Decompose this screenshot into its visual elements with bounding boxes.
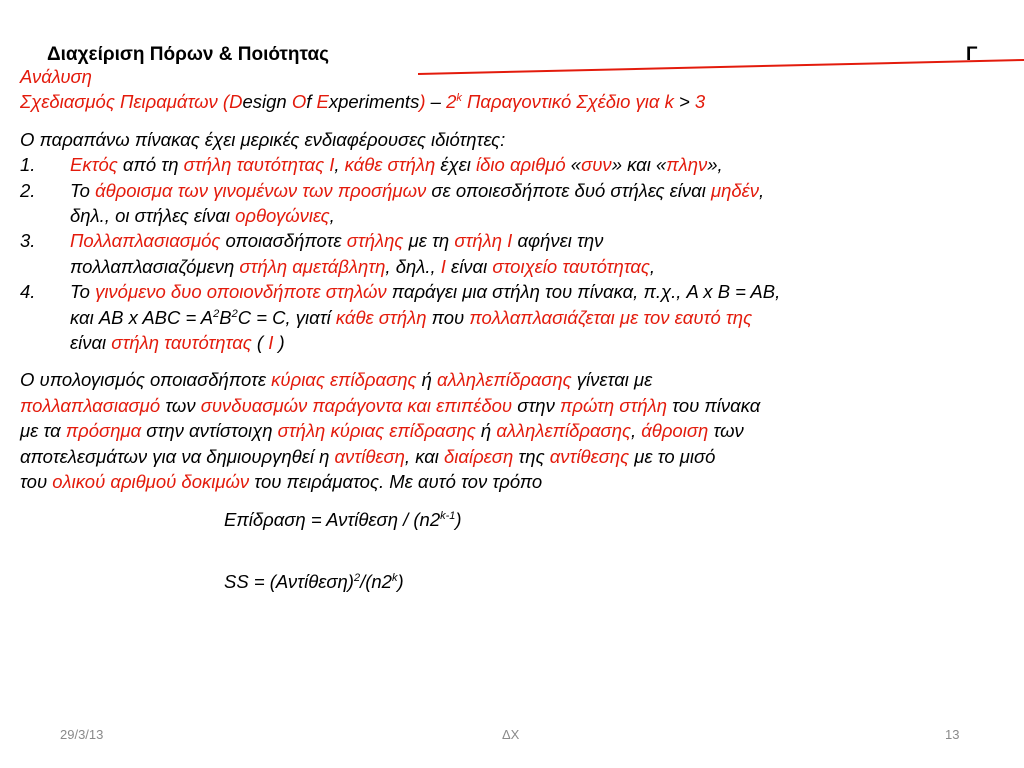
- text-run: ορθογώνιες: [235, 205, 330, 227]
- text-run: με τη: [403, 230, 455, 252]
- text-run: οποιασδήποτε: [220, 230, 347, 252]
- text-run: κάθε στήλη: [335, 306, 427, 328]
- list-item-line: [70, 279, 1010, 304]
- paragraph-line: [20, 367, 1010, 392]
- slide-body: [20, 64, 1010, 594]
- text-run: πολλαπλασιάζεται με τον εαυτό της: [469, 306, 753, 328]
- text-run: πολλαπλασιαζόμενη: [70, 255, 240, 277]
- text-run: είναι: [445, 255, 493, 277]
- heading-run: k: [456, 92, 462, 105]
- list-item-line: [70, 152, 1010, 177]
- text-run: της: [513, 445, 550, 467]
- text-run: Επίδραση = Αντίθεση / (n2: [224, 508, 441, 530]
- text-run: ): [397, 570, 404, 592]
- heading-run: xperiments: [328, 91, 420, 113]
- list-item-number: 1.: [20, 154, 36, 176]
- list-item: [20, 178, 1010, 229]
- text-run: (: [251, 332, 269, 354]
- text-run: παράγει μια στήλη του πίνακα, π.χ., A x B = AB,: [386, 281, 781, 303]
- text-run: πλην: [666, 154, 708, 176]
- footer-author: ΔΧ: [502, 727, 520, 742]
- heading-run: –: [425, 91, 447, 113]
- list-item-line: [70, 203, 1010, 228]
- text-run: στήλη κύριας επίδρασης: [277, 420, 476, 442]
- heading-run: 2: [446, 91, 457, 113]
- text-run: Ο υπολογισμός οποιασδήποτε: [20, 369, 272, 391]
- text-run: Το: [70, 179, 96, 201]
- text-run: αφήνει την: [512, 230, 604, 252]
- list-item-number: 2.: [20, 179, 36, 201]
- text-run: SS = (Αντίθεση): [224, 570, 354, 592]
- text-run: ίδιο αριθμό: [476, 154, 566, 176]
- text-run: αποτελεσμάτων για να δημιουργηθεί η: [20, 445, 335, 467]
- text-run: »,: [707, 154, 723, 176]
- text-run: Εκτός: [70, 154, 118, 176]
- footer-page-number: 13: [945, 727, 960, 742]
- text-run: συν: [581, 154, 612, 176]
- text-run: άθροιση: [641, 420, 709, 442]
- text-run: συνδυασμών παράγοντα και επιπέδου: [200, 394, 513, 416]
- footer-date: 29/3/13: [60, 727, 104, 742]
- intro-text: Ο παραπάνω πίνακας έχει μερικές ενδιαφέρουσες ιδιότητες:: [20, 128, 506, 150]
- list-item-line: [70, 305, 1010, 330]
- text-run: Ι: [268, 332, 274, 354]
- text-run: » και «: [611, 154, 667, 176]
- text-run: στήλης: [346, 230, 404, 252]
- text-run: 2: [213, 307, 220, 320]
- text-run: του πειράματος. Με αυτό τον τρόπο: [249, 471, 543, 493]
- text-run: μηδέν: [710, 179, 760, 201]
- text-run: των: [708, 420, 744, 442]
- text-run: από τη: [117, 154, 184, 176]
- explanation-paragraph: [20, 367, 1010, 494]
- text-run: πρόσημα: [65, 420, 142, 442]
- text-run: B: [219, 306, 232, 328]
- page-title: Διαχείριση Πόρων & Ποιότητας: [47, 44, 330, 65]
- text-run: ): [273, 332, 285, 354]
- text-run: αντίθεση: [334, 445, 405, 467]
- heading-run: Παραγοντικό Σχέδιο για k: [461, 91, 679, 113]
- text-run: ,: [630, 420, 642, 442]
- text-run: που: [426, 306, 470, 328]
- heading-run: O: [291, 91, 307, 113]
- formula-effect: [20, 507, 1010, 532]
- heading-run: >: [678, 91, 690, 113]
- list-item-number: 4.: [20, 281, 36, 303]
- text-run: ,: [334, 154, 345, 176]
- list-item-line: [70, 228, 1010, 253]
- list-item-line: [70, 330, 1010, 355]
- text-run: /(n2: [360, 570, 392, 592]
- text-run: Το: [70, 281, 96, 303]
- text-run: στοιχείο ταυτότητας: [492, 255, 650, 277]
- heading-run: f: [306, 91, 317, 113]
- text-run: και AB x ABC = A: [70, 306, 214, 328]
- text-run: Πολλαπλασιασμός: [70, 230, 221, 252]
- text-run: κάθε στήλη: [344, 154, 436, 176]
- list-item-number: 3.: [20, 230, 36, 252]
- text-run: αλληλεπίδρασης: [496, 420, 631, 442]
- heading-run: esign: [242, 91, 292, 113]
- text-run: k-1: [440, 509, 456, 522]
- text-run: έχει: [435, 154, 477, 176]
- text-run: του πίνακα: [667, 394, 761, 416]
- text-run: γίνεται με: [571, 369, 653, 391]
- text-run: πρώτη στήλη: [559, 394, 668, 416]
- heading-run: 3: [689, 91, 706, 113]
- paragraph-line: [20, 418, 1010, 443]
- text-run: σε οποιεσδήποτε δυό στήλες είναι: [426, 179, 711, 201]
- text-run: στην αντίστοιχη: [141, 420, 278, 442]
- text-run: γινόμενο δυο οποιονδήποτε στηλών: [95, 281, 387, 303]
- text-run: «: [565, 154, 582, 176]
- text-run: είναι: [70, 332, 112, 354]
- text-run: στήλη ταυτότητας: [111, 332, 252, 354]
- text-run: πολλαπλασιασμό: [20, 394, 161, 416]
- text-run: k: [391, 571, 398, 584]
- text-run: στήλη αμετάβλητη: [239, 255, 386, 277]
- heading-run: Σχεδιασμός Πειραμάτων (: [20, 91, 230, 113]
- list-item: [20, 152, 1010, 177]
- text-run: Ι: [440, 255, 446, 277]
- text-run: στήλη Ι: [454, 230, 513, 252]
- text-run: ,: [329, 205, 335, 227]
- text-run: του: [20, 471, 53, 493]
- paragraph-line: [20, 393, 1010, 418]
- text-run: ολικού αριθμού δοκιμών: [52, 471, 250, 493]
- text-run: διαίρεση: [444, 445, 514, 467]
- section-letter: Γ: [966, 44, 978, 65]
- text-run: με το μισό: [629, 445, 716, 467]
- text-run: στήλη ταυτότητας Ι: [183, 154, 335, 176]
- text-run: άθροισμα των γινομένων των προσήμων: [95, 179, 427, 201]
- paragraph-line: [20, 469, 1010, 494]
- heading-run: E: [316, 91, 329, 113]
- list-item: [20, 279, 1010, 355]
- formula-spacer: [20, 532, 1010, 557]
- text-run: ,: [649, 255, 656, 277]
- formula-ss: [20, 569, 1010, 594]
- text-run: , δηλ.,: [385, 255, 441, 277]
- text-run: ή: [475, 420, 497, 442]
- text-run: 2: [353, 571, 361, 584]
- text-run: , και: [404, 445, 445, 467]
- text-run: δηλ., οι στήλες είναι: [70, 205, 236, 227]
- text-run: αλληλεπίδρασης: [437, 369, 572, 391]
- list-item-line: [70, 254, 1010, 279]
- properties-list: [20, 152, 1010, 355]
- list-item: [20, 228, 1010, 279]
- text-run: στην: [512, 394, 560, 416]
- text-run: των: [160, 394, 201, 416]
- text-run: κύριας επίδρασης: [271, 369, 417, 391]
- paragraph-line: [20, 444, 1010, 469]
- text-run: ,: [759, 179, 765, 201]
- slide-subtitle: Ανάλυση: [20, 66, 92, 87]
- heading-run: ): [419, 91, 426, 113]
- text-run: ή: [416, 369, 438, 391]
- text-run: C = C, γιατί: [237, 306, 336, 328]
- text-run: με τα: [20, 420, 66, 442]
- text-run: ): [455, 508, 462, 530]
- list-item-line: [70, 178, 1010, 203]
- heading-run: D: [229, 91, 243, 113]
- slide-heading: [20, 89, 1010, 114]
- text-run: αντίθεσης: [549, 445, 630, 467]
- text-run: 2: [231, 307, 238, 320]
